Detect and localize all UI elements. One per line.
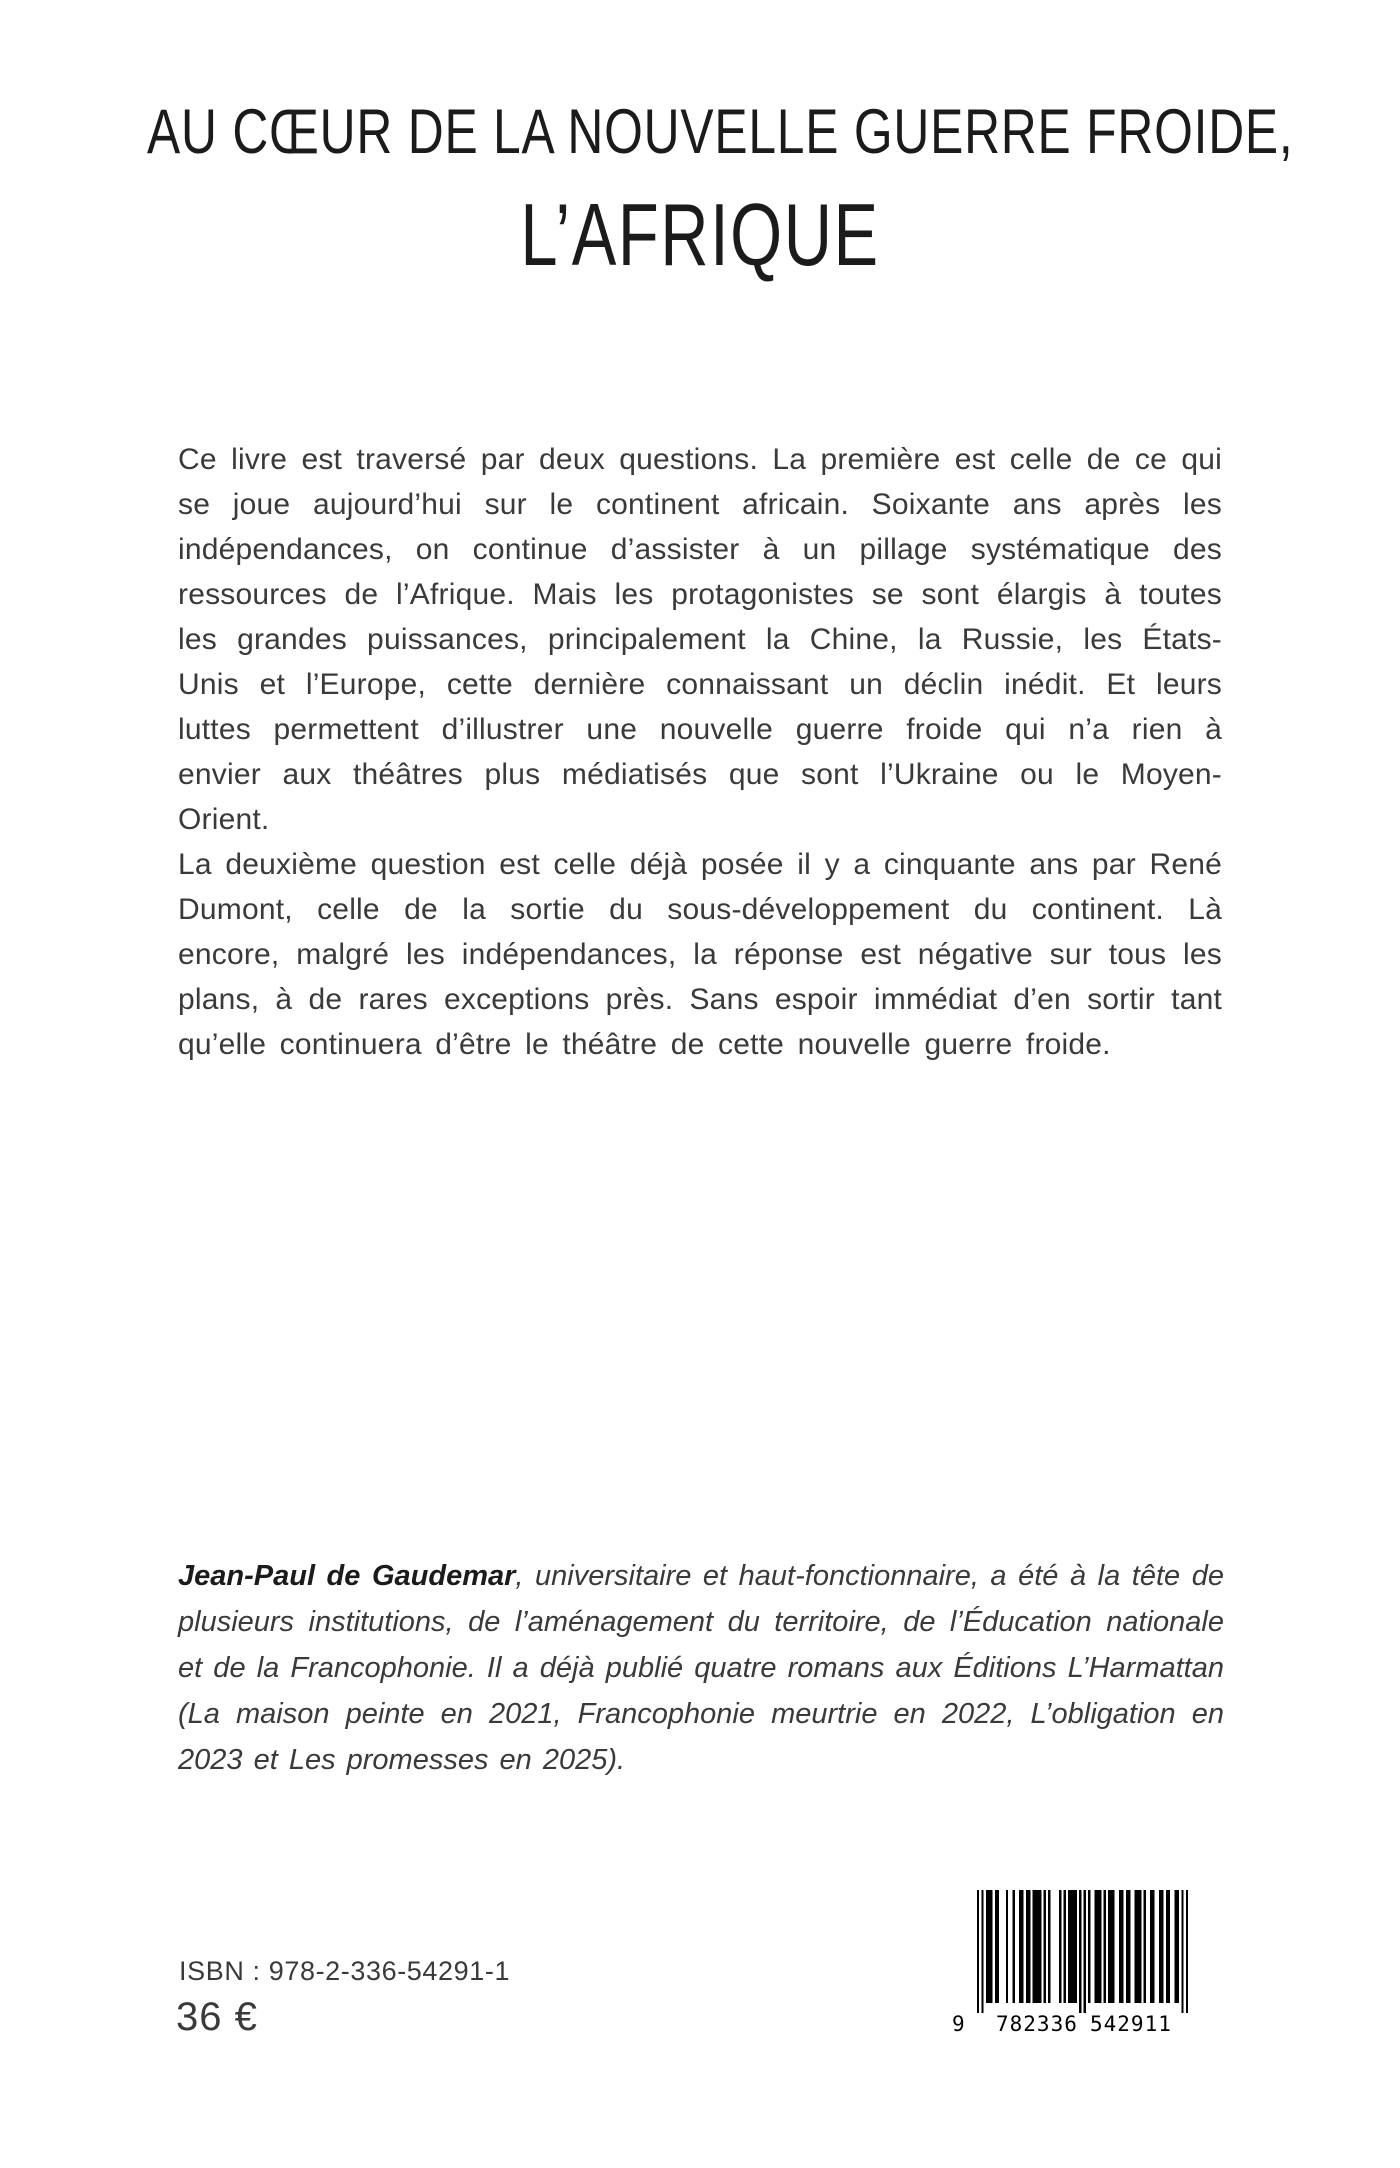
barcode	[950, 1890, 1200, 2040]
author-bio-text: , universitaire et haut-fonctionnaire, a été à la tête de plusieurs institutions, de l’aménagement du territoire, de l’Éducation nationale et de la Francophonie. Il a déjà publié quatre romans aux Éditions L’Harmattan (La maison peinte en 2021, Francophonie meurtrie en 2022, L’obligation en 2023 et Les promesses en 2025).	[178, 1560, 1224, 1776]
isbn-text: ISBN : 978-2-336-54291-1	[179, 1956, 511, 1986]
barcode-digits-left: 782336	[996, 2012, 1078, 2036]
synopsis-paragraph-1: Ce livre est traversé par deux questions. La première est celle de ce qui se joue aujourd’hui sur le continent africain. Soixante ans après les indépendances, on continue d’assister à un pillage systématique des ressources de l’Afrique. Mais les protagonistes se sont élargis à toutes les grandes puissances, principalement la Chine, la Russie, les États-Unis et l’Europe, cette dernière connaissant un déclin inédit. Et leurs luttes permettent d’illustrer une nouvelle guerre froide qui n’a rien à envier aux théâtres plus médiatisés que sont l’Ukraine ou le Moyen-Orient.	[178, 443, 1222, 836]
barcode-digit-leading: 9	[952, 2012, 965, 2036]
barcode-digits-right: 542911	[1090, 2012, 1172, 2036]
book-title-line2: L’AFRIQUE	[520, 185, 880, 284]
author-bio	[178, 1553, 1224, 1783]
synopsis	[178, 437, 1222, 1067]
barcode-bars	[977, 1890, 1188, 2013]
price-text: 36 €	[176, 1995, 258, 2039]
book-title-line1: AU CŒUR DE LA NOUVELLE GUERRE FROIDE,	[147, 97, 1294, 167]
synopsis-paragraph-2: La deuxième question est celle déjà posée il y a cinquante ans par René Dumont, celle de la sortie du sous-développement du continent. Là encore, malgré les indépendances, la réponse est négative sur tous les plans, à de rares exceptions près. Sans espoir immédiat d’en sortir tant qu’elle continuera d’être le théâtre de cette nouvelle guerre froide.	[178, 848, 1222, 1061]
author-name: Jean-Paul de Gaudemar	[178, 1560, 516, 1592]
